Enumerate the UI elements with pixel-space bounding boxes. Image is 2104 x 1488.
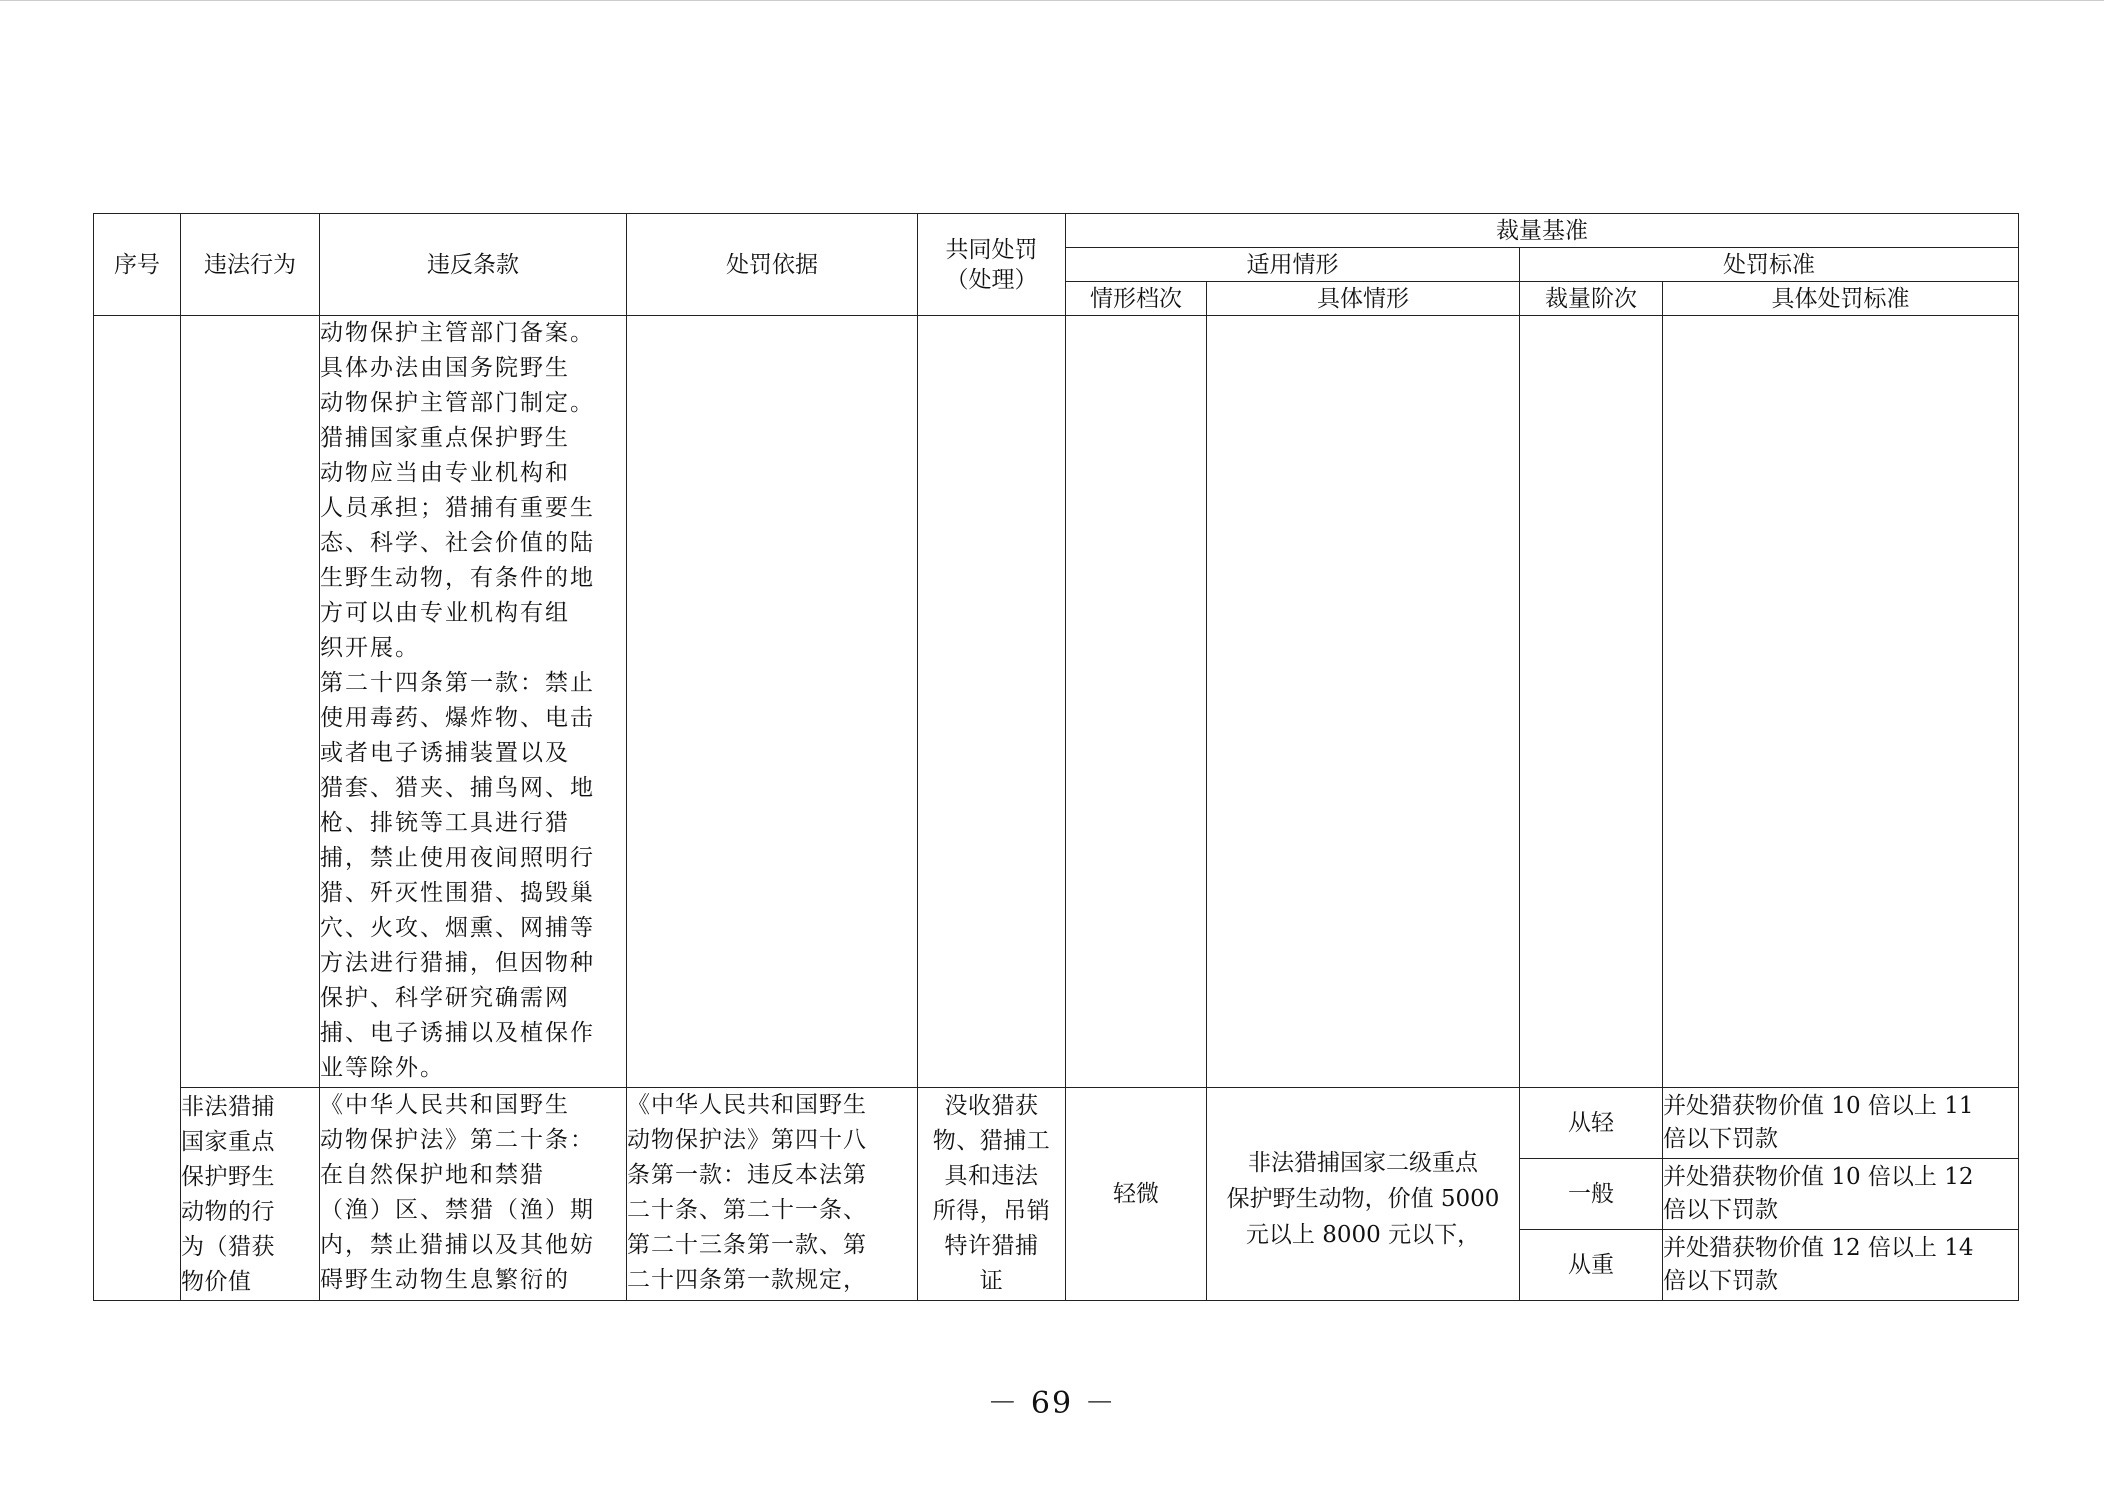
clause-cell: 《中华人民共和国野生 动物保护法》第二十条： 在自然保护地和禁猎 （渔）区、禁猎（渔）期 内，禁止猎捕以及其他妨 碍野生动物生息繁衍的: [320, 1088, 627, 1301]
standard-cell: 并处猎获物价值 10 倍以上 12 倍以下罚款: [1663, 1159, 2019, 1230]
standard-cell-continued: [1663, 316, 2019, 1088]
seq-cell: [94, 316, 181, 1301]
continued-row: [94, 316, 2019, 1088]
discretion-standards-table: [93, 213, 2019, 1301]
stage-cell-continued: [1520, 316, 1663, 1088]
stage-cell: 从轻: [1520, 1088, 1663, 1159]
page-number: － 69 －: [987, 1386, 1117, 1421]
header-seq: 序号: [94, 214, 181, 316]
specific-cell: 非法猎捕国家二级重点 保护野生动物，价值 5000 元以上 8000 元以下，: [1207, 1088, 1520, 1301]
standard-cell: 并处猎获物价值 10 倍以上 11 倍以下罚款: [1663, 1088, 2019, 1159]
header-level: 情形档次: [1066, 282, 1207, 316]
basis-cell-continued: [627, 316, 918, 1088]
header-clause: 违反条款: [320, 214, 627, 316]
header-applicable: 适用情形: [1066, 248, 1520, 282]
header-specific-standard: 具体处罚标准: [1663, 282, 2019, 316]
header-stage: 裁量阶次: [1520, 282, 1663, 316]
level-cell: 轻微: [1066, 1088, 1207, 1301]
stage-cell: 一般: [1520, 1159, 1663, 1230]
basis-cell: 《中华人民共和国野生 动物保护法》第四十八 条第一款：违反本法第 二十条、第二十一条、 第二十三条第一款、第 二十四条第一款规定，: [627, 1088, 918, 1301]
header-basis: 处罚依据: [627, 214, 918, 316]
clause-cell-continued: 动物保护主管部门备案。 具体办法由国务院野生 动物保护主管部门制定。 猎捕国家重点保护野生 动物应当由专业机构和 人员承担；猎捕有重要生 态、科学、社会价值的陆 生野生动物，有条件的地 方可以由专业机构有组 织开展。 第二十四条第一款：禁止 使用毒药、爆炸物、电击 或者电子诱捕装置以及 猎套、猎夹、捕鸟网、地 枪、排铳等工具进行猎 捕，禁止使用夜间照明行 猎、歼灭性围猎、捣毁巢 穴、火攻、烟熏、网捕等 方法进行猎捕，但因物种 保护、科学研究确需网 捕、电子诱捕以及植保作 业等除外。: [320, 316, 627, 1088]
header-violation: 违法行为: [181, 214, 320, 316]
header-joint-penalty: 共同处罚 （处理）: [918, 214, 1066, 316]
header-discretion: 裁量基准: [1066, 214, 2019, 248]
stage-cell: 从重: [1520, 1230, 1663, 1301]
specific-cell-continued: [1207, 316, 1520, 1088]
joint-penalty-cell: 没收猎获 物、猎捕工 具和违法 所得，吊销 特许猎捕 证: [918, 1088, 1066, 1301]
violation-cell-continued: [181, 316, 320, 1088]
header-specific: 具体情形: [1207, 282, 1520, 316]
joint-cell-continued: [918, 316, 1066, 1088]
level-cell-continued: [1066, 316, 1207, 1088]
violation-cell: 非法猎捕 国家重点 保护野生 动物的行 为（猎获 物价值: [181, 1088, 320, 1301]
header-standard: 处罚标准: [1520, 248, 2019, 282]
top-border: [0, 0, 2104, 1]
standard-cell: 并处猎获物价值 12 倍以上 14 倍以下罚款: [1663, 1230, 2019, 1301]
table-row: [94, 1088, 2019, 1159]
